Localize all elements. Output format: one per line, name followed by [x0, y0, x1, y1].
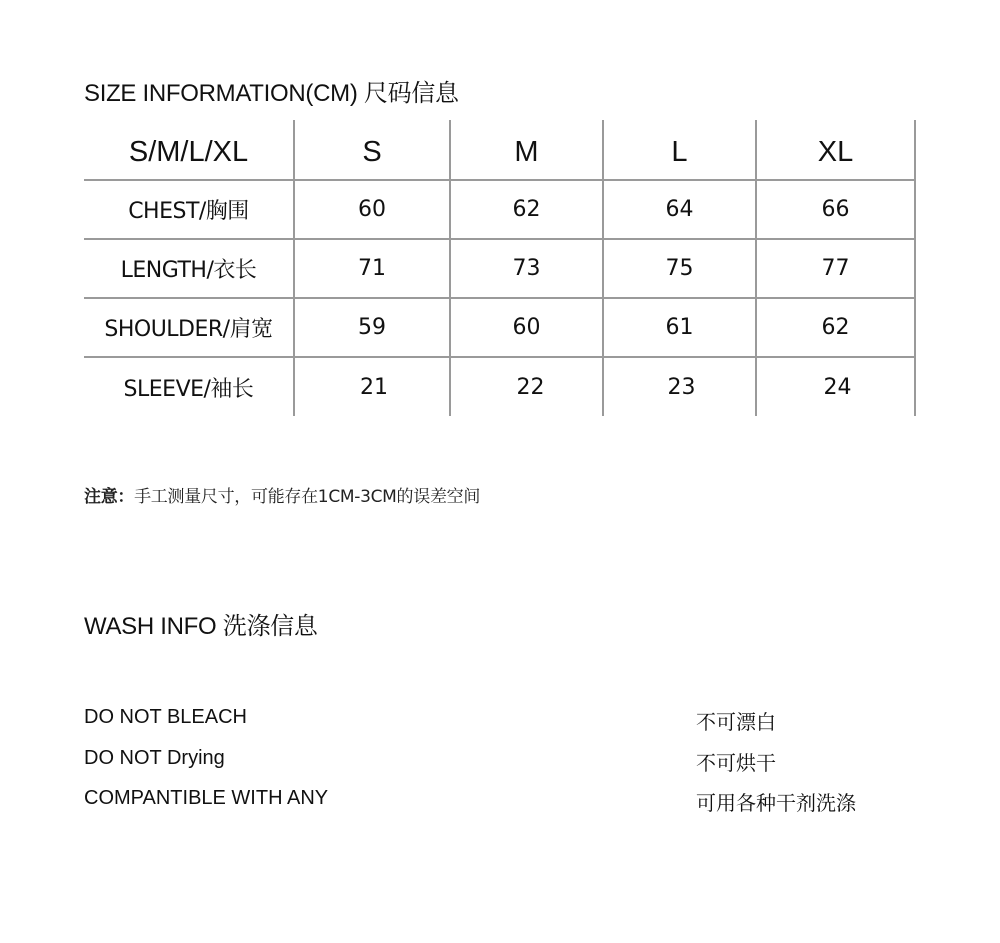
- header-size-m: M: [514, 135, 539, 168]
- value-cell: 64: [665, 197, 694, 222]
- wash-item-en: DO NOT BLEACH: [84, 706, 247, 728]
- value-cell: 66: [821, 197, 850, 222]
- row-label-shoulder: SHOULDER/肩宽: [104, 317, 273, 342]
- value-cell: 71: [358, 256, 386, 281]
- value-cell: 23: [667, 374, 696, 400]
- header-size-range: S/M/L/XL: [128, 135, 249, 168]
- value-cell: 62: [821, 315, 850, 340]
- wash-item-zh: 不可烘干: [696, 751, 776, 775]
- header-size-s: S: [362, 135, 382, 168]
- row-label-chest: CHEST/胸围: [128, 199, 249, 224]
- value-cell: 62: [512, 197, 541, 222]
- wash-item-zh: 可用各种干剂洗涤: [696, 791, 856, 815]
- row-label-sleeve: SLEEVE/袖长: [123, 376, 254, 402]
- wash-section-title: WASH INFO 洗涤信息: [84, 613, 318, 640]
- value-cell: 61: [665, 315, 694, 340]
- note-label: 注意：: [84, 487, 135, 507]
- wash-item-zh: 不可漂白: [696, 710, 776, 734]
- header-size-l: L: [671, 135, 688, 168]
- measurement-note: [84, 482, 480, 507]
- size-table: [84, 120, 916, 416]
- value-cell: 73: [512, 256, 541, 281]
- wash-item-en: DO NOT Drying: [84, 747, 225, 769]
- value-cell: 21: [360, 374, 388, 400]
- header-size-xl: XL: [817, 135, 854, 168]
- value-cell: 22: [516, 374, 545, 400]
- value-cell: 24: [823, 374, 852, 400]
- row-label-length: LENGTH/衣长: [120, 258, 257, 283]
- wash-item-en: COMPANTIBLE WITH ANY: [84, 787, 329, 809]
- value-cell: 60: [512, 315, 541, 340]
- size-section-title: SIZE INFORMATION(CM) 尺码信息: [84, 80, 459, 107]
- value-cell: 75: [665, 256, 694, 281]
- note-text: 手工测量尺寸，可能存在1CM-3CM的误差空间: [134, 487, 481, 507]
- value-cell: 60: [358, 197, 386, 222]
- value-cell: 59: [358, 315, 386, 340]
- value-cell: 77: [821, 256, 850, 281]
